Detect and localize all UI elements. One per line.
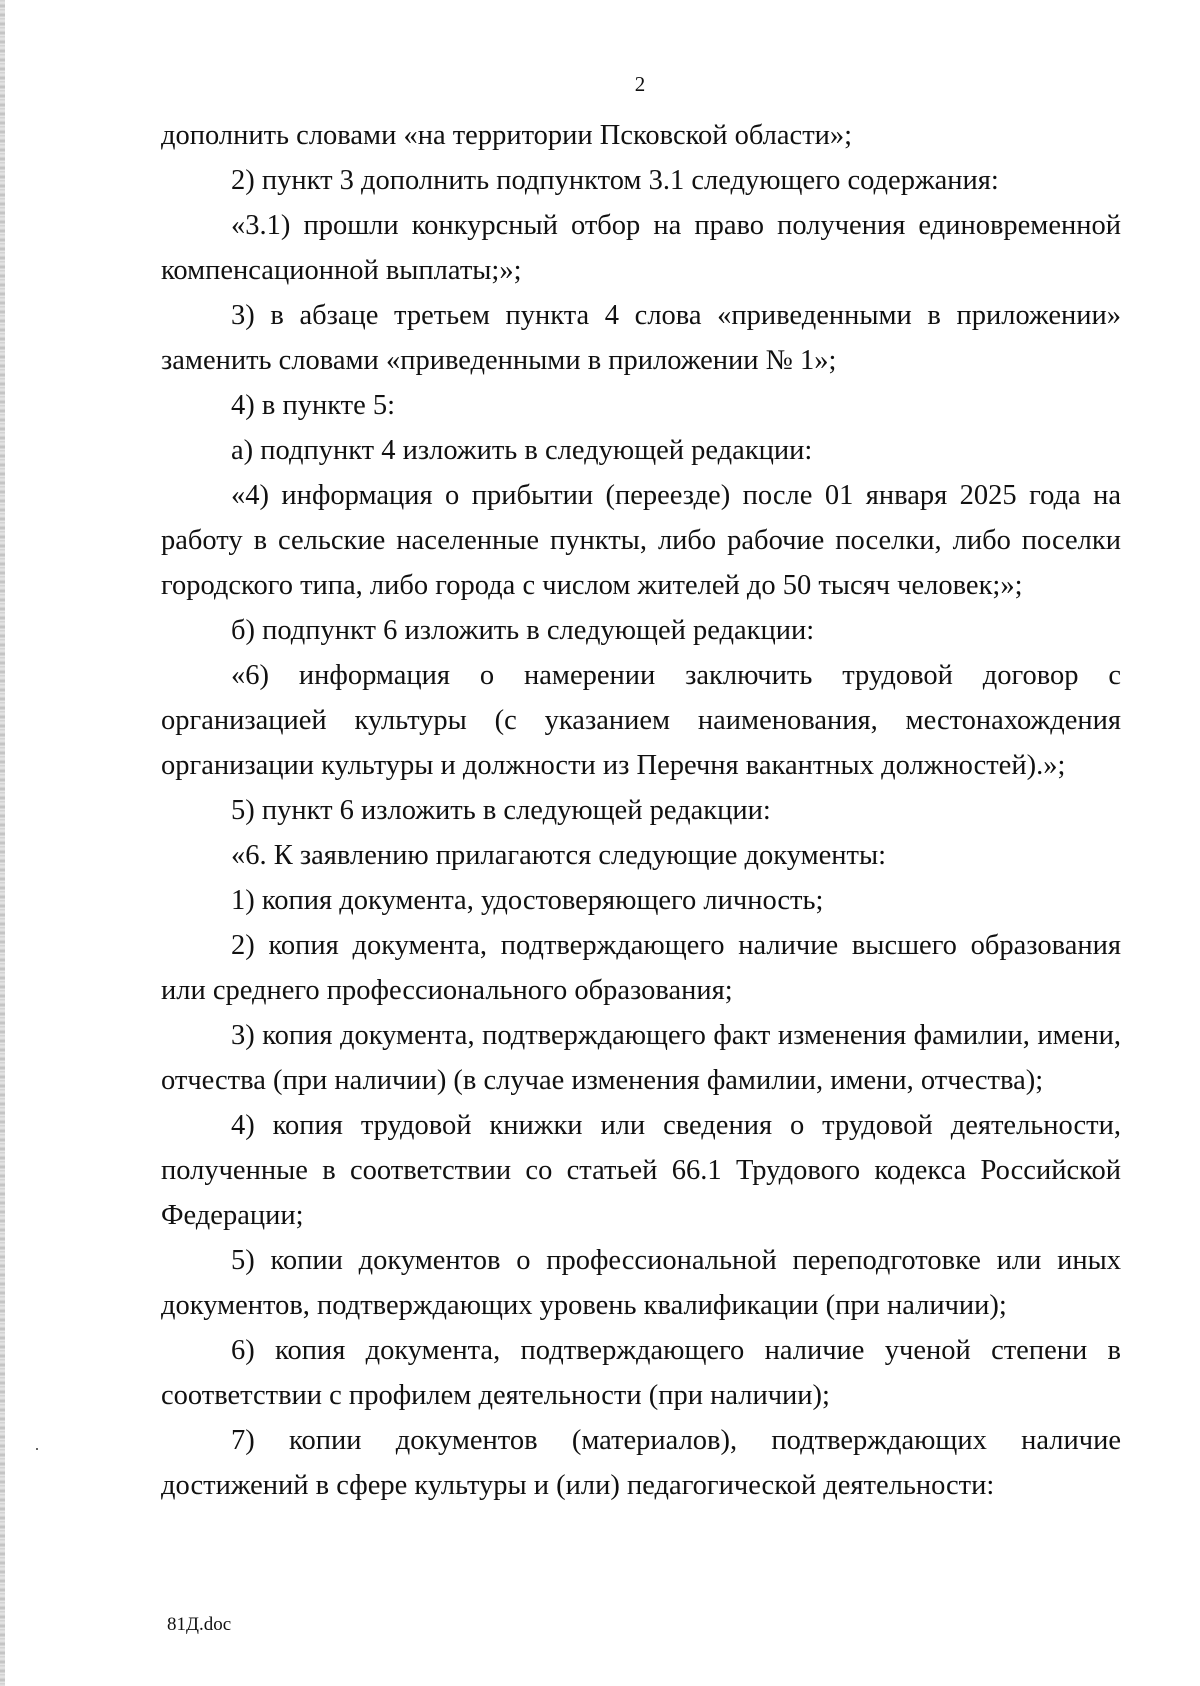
list-item: 3) копия документа, подтверждающего факт изменения фамилии, имени, отчества (при наличии) (в случае изменения фамилии, имени, отчества); <box>161 1020 1121 1096</box>
paragraph: 5) пункт 6 изложить в следующей редакции: <box>231 795 771 826</box>
paragraph: «6. К заявлению прилагаются следующие документы: <box>231 840 887 871</box>
paragraph: а) подпункт 4 изложить в следующей редакции: <box>231 435 813 466</box>
list-item: 7) копии документов (материалов), подтверждающих наличие достижений в сфере культуры и (или) педагогической деятельности: <box>161 1425 1121 1501</box>
list-item: 4) копия трудовой книжки или сведения о трудовой деятельности, полученные в соответствии со статьей 66.1 Трудового кодекса Российской Федерации; <box>161 1110 1121 1231</box>
list-item: 2) копия документа, подтверждающего наличие высшего образования или среднего профессионального образования; <box>161 930 1121 1006</box>
list-item: 1) копия документа, удостоверяющего личность; <box>231 885 824 916</box>
paragraph-continuation: дополнить словами «на территории Псковской области»; <box>161 120 853 151</box>
paragraph: «3.1) прошли конкурсный отбор на право получения единовременной компенсационной выплаты;»; <box>161 210 1121 286</box>
page-number: 2 <box>634 72 646 96</box>
paragraph: «4) информация о прибытии (переезде) после 01 января 2025 года на работу в сельские населенные пункты, либо рабочие поселки, либо поселки городского типа, либо города с числом жителей до 50 тысяч человек;»; <box>161 480 1121 601</box>
footer-filename: 81Д.doc <box>167 1614 232 1635</box>
list-item: 6) копия документа, подтверждающего наличие ученой степени в соответствии с профилем деятельности (при наличии); <box>161 1335 1121 1411</box>
document-body <box>161 113 1121 1508</box>
paragraph: «6) информация о намерении заключить трудовой договор с организацией культуры (с указанием наименования, местонахождения организации культуры и должности из Перечня вакантных должностей).»; <box>161 660 1121 781</box>
paragraph: б) подпункт 6 изложить в следующей редакции: <box>231 615 815 646</box>
scan-edge <box>0 0 5 1686</box>
list-item: 5) копии документов о профессиональной переподготовке или иных документов, подтверждающих уровень квалификации (при наличии); <box>161 1245 1121 1321</box>
scan-speck <box>36 1448 38 1450</box>
paragraph: 2) пункт 3 дополнить подпунктом 3.1 следующего содержания: <box>231 165 999 196</box>
paragraph: 4) в пункте 5: <box>231 390 396 421</box>
paragraph: 3) в абзаце третьем пункта 4 слова «приведенными в приложении» заменить словами «приведенными в приложении № 1»; <box>161 300 1121 376</box>
